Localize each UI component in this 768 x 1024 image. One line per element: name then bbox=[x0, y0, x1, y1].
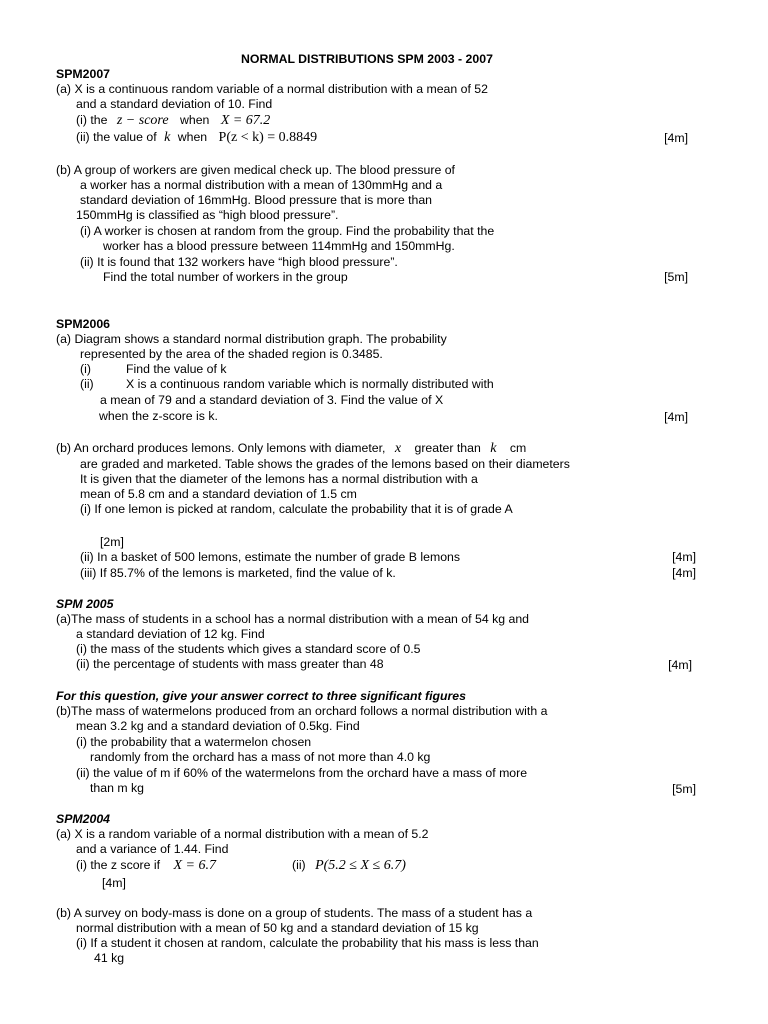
q2006b-iii-marks: [4m] bbox=[672, 566, 696, 580]
q2007a-line1: (a) X is a continuous random variable of a normal distribution with a mean of 52 bbox=[56, 82, 488, 96]
q2006b-k: k bbox=[490, 441, 497, 456]
q2006a-line1: (a) Diagram shows a standard normal distribution graph. The probability bbox=[56, 332, 447, 346]
q2007a-line2: and a standard deviation of 10. Find bbox=[76, 97, 273, 111]
q2004b-i-line2: 41 kg bbox=[94, 951, 125, 965]
q2006b-iii: (iii) If 85.7% of the lemons is marketed, find the value of k. bbox=[80, 566, 396, 580]
q2007a-i-label: (i) the bbox=[76, 113, 108, 127]
q2005a-line1: (a)The mass of students in a school has a normal distribution with a mean of 54 kg and bbox=[56, 612, 529, 626]
q2006a-ii-line1: X is a continuous random variable which is normally distributed with bbox=[126, 377, 494, 391]
q2006b-line1-text: (b) An orchard produces lemons. Only lemons with diameter, bbox=[56, 441, 386, 455]
q2004a-i-condition: X = 6.7 bbox=[173, 858, 216, 873]
q2005b-ii-line1: (ii) the value of m if 60% of the watermelons from the orchard have a mass of more bbox=[76, 766, 528, 780]
q2006b-i: (i) If one lemon is picked at random, calculate the probability that it is of grade A bbox=[80, 502, 513, 516]
q2004b-line1: (b) A survey on body-mass is done on a group of students. The mass of a student has a bbox=[56, 906, 533, 920]
q2004a-ii bbox=[292, 858, 406, 873]
q2006a-marks: [4m] bbox=[664, 410, 688, 424]
q2006a-ii-line2: a mean of 79 and a standard deviation of 3. Find the value of X bbox=[100, 393, 444, 407]
q2007a-i-zscore: z − score bbox=[116, 113, 169, 128]
q2004a-i-label: (i) the z score if bbox=[76, 858, 161, 872]
q2005b-marks: [5m] bbox=[672, 782, 696, 796]
q2006b-x: x bbox=[394, 441, 402, 456]
q2004a-line1: (a) X is a random variable of a normal distribution with a mean of 5.2 bbox=[56, 827, 429, 841]
q2006b-line2: are graded and marketed. Table shows the grades of the lemons based on their diameters bbox=[80, 457, 570, 471]
q2007b-ii-line2: Find the total number of workers in the group bbox=[103, 270, 348, 284]
q2007b-i-line2: worker has a blood pressure between 114mmHg and 150mmHg. bbox=[103, 239, 455, 253]
q2007b-marks: [5m] bbox=[664, 270, 688, 284]
q2006a-i-label: (i) bbox=[80, 362, 91, 376]
q2005b-line1: (b)The mass of watermelons produced from an orchard follows a normal distribution with a bbox=[56, 704, 548, 718]
q2007a-ii-condition: P(z < k) = 0.8849 bbox=[218, 130, 318, 145]
q2006b-i-marks: [2m] bbox=[100, 535, 124, 549]
q2005b-ii-line2: than m kg bbox=[90, 781, 144, 795]
q2007a-i-when: when bbox=[179, 113, 210, 127]
q2006a-ii-line3: when the z-score is k. bbox=[99, 409, 218, 423]
q2005a-marks: [4m] bbox=[668, 658, 692, 672]
q2007b-line4: 150mmHg is classified as “high blood pressure”. bbox=[76, 208, 339, 222]
q2007b-i-line1: (i) A worker is chosen at random from the group. Find the probability that the bbox=[80, 224, 495, 238]
q2006b-greater-than: greater than bbox=[414, 441, 481, 455]
q2007b-line2: a worker has a normal distribution with a mean of 130mmHg and a bbox=[80, 178, 443, 192]
q2007a-i bbox=[76, 113, 270, 128]
q2006b-line3: It is given that the diameter of the lemons has a normal distribution with a bbox=[80, 472, 478, 486]
q2007a-i-condition: X = 67.2 bbox=[220, 113, 271, 128]
q2004a-ii-label: (ii) bbox=[292, 858, 306, 872]
q2007b-ii-line1: (ii) It is found that 132 workers have “high blood pressure”. bbox=[80, 255, 398, 269]
q2005b-i-line2: randomly from the orchard has a mass of not more than 4.0 kg bbox=[90, 750, 431, 764]
q2006b-line1 bbox=[56, 441, 526, 456]
q2004b-i-line1: (i) If a student it chosen at random, calculate the probability that his mass is less than bbox=[76, 936, 539, 950]
q2005b-line2: mean 3.2 kg and a standard deviation of 0.5kg. Find bbox=[76, 719, 360, 733]
q2005a-ii: (ii) the percentage of students with mass greater than 48 bbox=[76, 657, 384, 671]
q2004a-ii-probability: P(5.2 ≤ X ≤ 6.7) bbox=[315, 858, 406, 873]
document-title: NORMAL DISTRIBUTIONS SPM 2003 - 2007 bbox=[241, 52, 493, 66]
q2007b-line1: (b) A group of workers are given medical check up. The blood pressure of bbox=[56, 163, 455, 177]
q2007b-line3: standard deviation of 16mmHg. Blood pressure that is more than bbox=[80, 193, 433, 207]
q2006b-line4: mean of 5.8 cm and a standard deviation of 1.5 cm bbox=[80, 487, 357, 501]
q2007a-ii bbox=[76, 130, 317, 145]
q2007a-marks: [4m] bbox=[664, 131, 688, 145]
section-heading-2004: SPM2004 bbox=[56, 812, 111, 826]
section-heading-2007: SPM2007 bbox=[56, 67, 111, 81]
q2007a-ii-when: when bbox=[177, 130, 208, 144]
q2007a-ii-label: (ii) the value of bbox=[76, 130, 157, 144]
section-heading-2005: SPM 2005 bbox=[56, 597, 114, 611]
q2004a-line2: and a variance of 1.44. Find bbox=[76, 842, 229, 856]
q2004a-marks: [4m] bbox=[102, 876, 126, 890]
q2006b-ii-marks: [4m] bbox=[672, 550, 696, 564]
q2005a-i: (i) the mass of the students which gives a standard score of 0.5 bbox=[76, 642, 421, 656]
section-heading-2006: SPM2006 bbox=[56, 317, 111, 331]
q2005a-line2: a standard deviation of 12 kg. Find bbox=[76, 627, 265, 641]
q2006a-i-text: Find the value of k bbox=[126, 362, 227, 376]
q2006a-line2: represented by the area of the shaded region is 0.3485. bbox=[80, 347, 383, 361]
q2004b-line2: normal distribution with a mean of 50 kg and a standard deviation of 15 kg bbox=[76, 921, 479, 935]
q2006b-cm: cm bbox=[509, 441, 527, 455]
q2005-note: For this question, give your answer correct to three significant figures bbox=[56, 689, 466, 703]
q2006b-ii: (ii) In a basket of 500 lemons, estimate the number of grade B lemons bbox=[80, 550, 461, 564]
q2007a-ii-k: k bbox=[164, 130, 171, 145]
q2004a-i bbox=[76, 858, 216, 873]
q2005b-i-line1: (i) the probability that a watermelon chosen bbox=[76, 735, 312, 749]
q2006a-ii-label: (ii) bbox=[80, 377, 94, 391]
